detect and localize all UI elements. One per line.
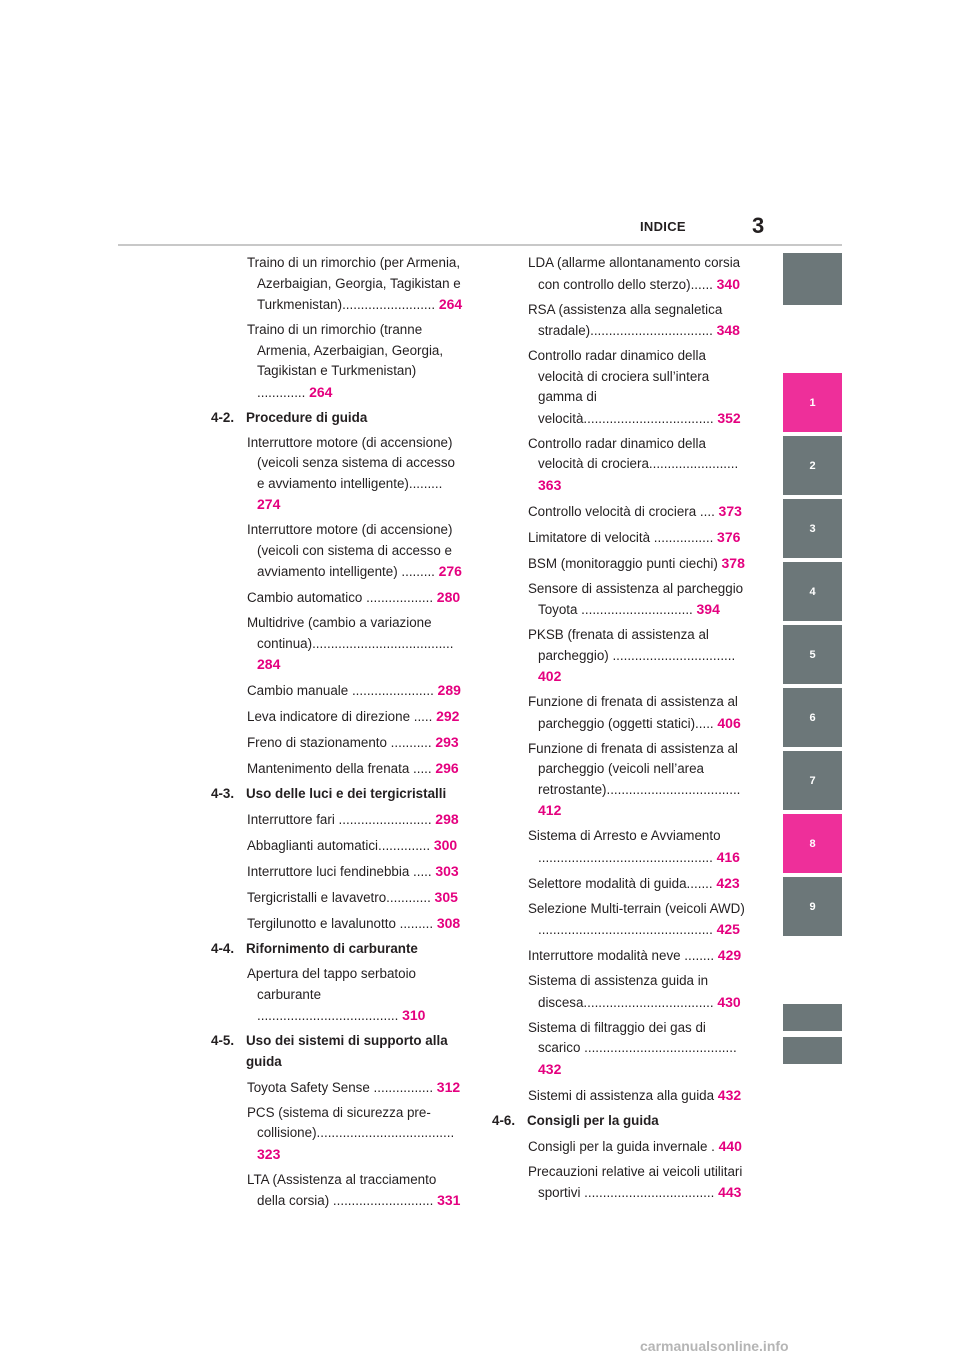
- toc-page-link[interactable]: 378: [721, 554, 745, 571]
- toc-entry-label: Interruttore motore (di accensione) (veicoli senza sistema di accesso e avviamento intelligente).........: [247, 434, 455, 491]
- toc-entry-label: Consigli per la guida invernale .: [528, 1138, 719, 1154]
- toc-page-link[interactable]: 264: [309, 383, 333, 400]
- toc-page-link[interactable]: 363: [538, 476, 562, 493]
- toc-entry[interactable]: [211, 587, 466, 609]
- toc-page-link[interactable]: 376: [717, 528, 741, 545]
- toc-section-heading: [211, 939, 466, 960]
- toc-entry-label: Interruttore fari .........................: [247, 812, 436, 827]
- toc-page-link[interactable]: 289: [437, 682, 461, 698]
- toc-entry-label: LDA (allarme allontanamento corsia con controllo dello sterzo)......: [528, 255, 741, 292]
- toc-page-link[interactable]: 312: [436, 1078, 461, 1095]
- chapter-tab-1[interactable]: 1: [783, 373, 842, 432]
- toc-entry-label: Interruttore modalità neve ........: [528, 948, 718, 963]
- toc-entry-label: Selezione Multi-terrain (veicoli AWD) ...............................................: [528, 900, 745, 937]
- toc-entry-label: Funzione di frenata di assistenza al parcheggio (veicoli nell’area retrostante)....................................: [528, 740, 741, 797]
- toc-page-link[interactable]: 443: [718, 1184, 742, 1200]
- section-number: 4-3.: [211, 786, 235, 801]
- toc-page-link[interactable]: 416: [716, 848, 740, 865]
- chapter-tab-4[interactable]: 4: [783, 562, 842, 621]
- toc-entry[interactable]: [211, 433, 466, 516]
- toc-entry[interactable]: [492, 579, 747, 621]
- toc-entry-label: BSM (monitoraggio punti ciechi): [528, 555, 722, 571]
- chapter-tab-6[interactable]: 6: [783, 688, 842, 747]
- toc-entry-label: Interruttore luci fendinebbia .....: [247, 864, 436, 879]
- toc-page-link[interactable]: 373: [718, 502, 742, 519]
- toc-page-link[interactable]: 429: [717, 947, 742, 963]
- chapter-tab-3[interactable]: 3: [783, 499, 842, 558]
- toc-entry-label: Traino di un rimorchio (tranne Armenia, Azerbaigian, Georgia, Tagikistan e Turkmenistan) .............: [247, 322, 444, 400]
- toc-page-link[interactable]: 293: [435, 734, 459, 750]
- toc-entry-label: Sistemi di assistenza alla guida: [528, 1087, 718, 1103]
- chapter-tab-5[interactable]: 5: [783, 625, 842, 684]
- page-number: 3: [752, 213, 765, 238]
- toc-entry[interactable]: [492, 1018, 747, 1081]
- section-number: 4-4.: [211, 941, 235, 956]
- toc-entry-label: Leva indicatore di direzione .....: [247, 709, 437, 724]
- toc-entry[interactable]: [492, 253, 747, 295]
- toc-entry-label: Sistema di filtraggio dei gas di scarico .........................................: [528, 1019, 737, 1055]
- toc-entry[interactable]: [211, 758, 466, 780]
- toc-entry[interactable]: [211, 913, 466, 935]
- toc-entry[interactable]: [492, 899, 747, 941]
- toc-entry-label: Sistema di Arresto e Avviamento ...............................................: [528, 828, 721, 865]
- toc-page-link[interactable]: 432: [717, 1086, 742, 1103]
- toc-page-link[interactable]: 394: [696, 601, 720, 617]
- toc-entry-label: Tergicristalli e lavavetro............: [247, 890, 435, 905]
- toc-page-link[interactable]: 292: [436, 708, 460, 724]
- toc-page-link[interactable]: 348: [716, 322, 740, 338]
- toc-entry[interactable]: [492, 625, 747, 688]
- toc-page-link[interactable]: 300: [433, 837, 458, 853]
- header-title: INDICE: [640, 219, 686, 234]
- toc-entry-label: Abbaglianti automatici..............: [247, 838, 434, 853]
- toc-entry-label: Multidrive (cambio a variazione continua)......................................: [247, 615, 454, 651]
- chapter-tab-blank[interactable]: [783, 253, 842, 305]
- toc-page-link[interactable]: 352: [717, 409, 741, 426]
- toc-entry[interactable]: [211, 253, 466, 316]
- toc-entry-label: Controllo velocità di crociera ....: [528, 503, 719, 519]
- section-number: 4-5.: [211, 1033, 235, 1048]
- toc-entry[interactable]: [492, 971, 747, 1013]
- toc-page-link[interactable]: 280: [436, 589, 461, 605]
- header-divider: [118, 244, 842, 246]
- toc-entry[interactable]: [492, 501, 747, 523]
- toc-entry-label: Controllo radar dinamico della velocità di crociera sull’intera gamma di velocità...................................: [528, 348, 718, 426]
- watermark: carmanualsonline.info: [640, 1338, 789, 1354]
- toc-entry[interactable]: [211, 680, 466, 702]
- toc-entry[interactable]: [492, 873, 747, 895]
- toc-entry[interactable]: [492, 945, 747, 967]
- toc-entry[interactable]: [211, 1170, 466, 1212]
- toc-entry[interactable]: [492, 1085, 747, 1107]
- toc-entry[interactable]: [492, 739, 747, 822]
- toc-page-link[interactable]: 305: [434, 889, 458, 905]
- toc-entry[interactable]: [211, 613, 466, 676]
- toc-right-column: [492, 253, 747, 1208]
- toc-entry[interactable]: [211, 1103, 466, 1166]
- toc-entry[interactable]: [211, 1077, 466, 1099]
- toc-section-heading: [211, 784, 466, 805]
- toc-entry[interactable]: [211, 520, 466, 583]
- toc-entry-label: Traino di un rimorchio (per Armenia, Azerbaigian, Georgia, Tagikistan e Turkmenistan).........................: [247, 255, 461, 312]
- toc-entry-label: Mantenimento della frenata .....: [247, 761, 436, 776]
- toc-entry[interactable]: [211, 861, 466, 883]
- toc-entry[interactable]: [211, 809, 466, 831]
- toc-entry[interactable]: [492, 1162, 747, 1204]
- section-number: 4-2.: [211, 409, 235, 425]
- toc-entry[interactable]: [211, 732, 466, 754]
- toc-page-link[interactable]: 432: [538, 1060, 562, 1077]
- toc-page-link[interactable]: 308: [436, 915, 461, 931]
- chapter-tab-9[interactable]: 9: [783, 877, 842, 936]
- toc-entry[interactable]: [211, 964, 466, 1027]
- toc-entry-label: Tergilunotto e lavalunotto .........: [247, 916, 437, 931]
- toc-page-link[interactable]: 423: [716, 874, 740, 891]
- toc-entry[interactable]: [211, 887, 466, 909]
- toc-entry[interactable]: [211, 706, 466, 728]
- toc-page-link[interactable]: 310: [402, 1007, 426, 1023]
- toc-entry[interactable]: [492, 826, 747, 868]
- toc-entry[interactable]: [492, 434, 747, 497]
- toc-entry[interactable]: [211, 320, 466, 403]
- toc-entry[interactable]: [492, 346, 747, 429]
- toc-section-heading: [211, 1031, 466, 1072]
- toc-entry[interactable]: [492, 527, 747, 549]
- toc-entry-label: Sistema di assistenza guida in discesa...................................: [528, 973, 718, 1010]
- chapter-tab-blank[interactable]: [783, 1004, 842, 1031]
- toc-page-link[interactable]: 296: [435, 760, 459, 776]
- toc-page-link[interactable]: 274: [257, 496, 281, 512]
- toc-entry[interactable]: [492, 300, 747, 342]
- toc-entry-label: Controllo radar dinamico della velocità di crociera........................: [528, 435, 739, 471]
- toc-entry-label: Freno di stazionamento ...........: [247, 735, 436, 750]
- toc-page-link[interactable]: 323: [257, 1145, 281, 1162]
- chapter-tab-blank[interactable]: [783, 1037, 842, 1064]
- toc-entry[interactable]: [492, 692, 747, 734]
- toc-entry-label: Interruttore motore (di accensione) (veicoli con sistema di accesso e avviamento intelligente) .........: [247, 522, 453, 579]
- toc-page-link[interactable]: 412: [538, 802, 562, 818]
- toc-entry[interactable]: [211, 835, 466, 857]
- chapter-tab-2[interactable]: 2: [783, 436, 842, 495]
- section-title: Consigli per la guida: [527, 1112, 659, 1128]
- toc-page-link[interactable]: 264: [438, 296, 463, 312]
- toc-entry-label: Apertura del tappo serbatoio carburante ......................................: [247, 966, 416, 1023]
- toc-entry-label: Funzione di frenata di assistenza al parcheggio (oggetti statici).....: [528, 694, 738, 731]
- toc-entry-label: RSA (assistenza alla segnaletica stradale).................................: [528, 301, 723, 338]
- toc-entry-label: PKSB (frenata di assistenza al parcheggio) .................................: [528, 627, 736, 663]
- toc-left-column: [211, 253, 466, 1216]
- section-title: Uso delle luci e dei tergicristalli: [246, 786, 447, 801]
- toc-entry-label: Precauzioni relative ai veicoli utilitari sportivi ...................................: [528, 1163, 743, 1200]
- toc-page-link[interactable]: 303: [435, 863, 459, 879]
- section-number: 4-6.: [492, 1112, 516, 1128]
- toc-page-link[interactable]: 425: [716, 921, 740, 937]
- toc-entry-label: LTA (Assistenza al tracciamento della corsia) ...........................: [247, 1171, 438, 1208]
- toc-entry-label: PCS (sistema di sicurezza pre-collisione).....................................: [247, 1104, 455, 1140]
- section-title: Rifornimento di carburante: [246, 941, 418, 956]
- toc-entry-label: Cambio automatico ..................: [247, 590, 437, 605]
- toc-entry-label: Limitatore di velocità ................: [528, 529, 718, 545]
- toc-page-link[interactable]: 402: [538, 668, 562, 684]
- toc-page-link[interactable]: 340: [716, 275, 740, 292]
- toc-entry-label: Toyota Safety Sense ................: [247, 1079, 437, 1095]
- toc-page-link[interactable]: 284: [257, 656, 281, 672]
- toc-entry-label: Selettore modalità di guida.......: [528, 875, 717, 891]
- toc-entry[interactable]: [492, 553, 747, 575]
- chapter-tab-8[interactable]: 8: [783, 814, 842, 873]
- toc-section-heading: [211, 408, 466, 429]
- toc-page-link[interactable]: 430: [717, 993, 741, 1010]
- toc-section-heading: [492, 1111, 747, 1132]
- toc-entry-label: Sensore di assistenza al parcheggio Toyota ..............................: [528, 580, 744, 617]
- section-title: Uso dei sistemi di supporto alla guida: [246, 1033, 448, 1069]
- toc-page-link[interactable]: 406: [717, 714, 741, 731]
- toc-page-link[interactable]: 298: [435, 811, 459, 827]
- toc-page-link[interactable]: 276: [438, 563, 462, 579]
- toc-entry-label: Cambio manuale ......................: [247, 683, 438, 698]
- toc-page-link[interactable]: 331: [437, 1192, 461, 1208]
- section-title: Procedure di guida: [246, 409, 368, 425]
- toc-page-link[interactable]: 440: [718, 1137, 742, 1154]
- toc-entry[interactable]: [492, 1136, 747, 1158]
- chapter-tab-7[interactable]: 7: [783, 751, 842, 810]
